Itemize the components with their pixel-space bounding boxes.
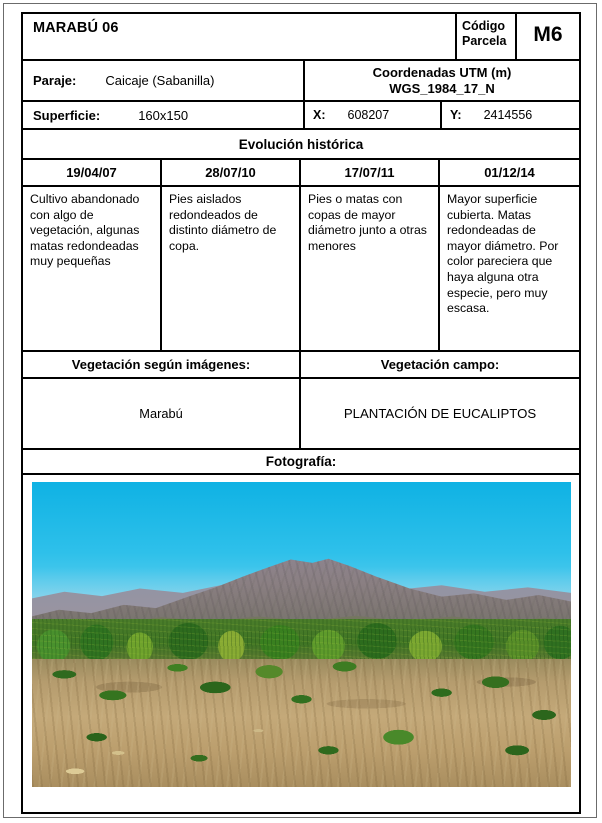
evolucion-description-2: Pies aislados redondeados de distinto diámetro de copa. xyxy=(162,187,301,350)
evolucion-description-4: Mayor superficie cubierta. Matas redondeadas de mayor diámetro. Por color pareciera que haya alguna otra especie, pero muy escasa. xyxy=(447,192,559,316)
codigo-parcela-label-line2: Parcela xyxy=(462,34,507,48)
field-photograph xyxy=(32,482,571,787)
evolucion-description-3: Pies o matas con copas de mayor diámetro junto a otras menores xyxy=(301,187,440,350)
codigo-parcela-value: M6 xyxy=(533,23,563,46)
fotografia-cell xyxy=(23,475,579,795)
vegetacion-imagenes-value: Marabú xyxy=(23,379,301,448)
paraje-label: Paraje: xyxy=(33,73,77,88)
evolucion-description-1: Cultivo abandonado con algo de vegetación, algunas matas redondeadas muy pequeñas xyxy=(23,187,162,350)
coordinate-x-field xyxy=(305,102,442,128)
coordenadas-title-line1: Coordenadas UTM (m) xyxy=(372,65,512,80)
coordinate-x-label: X: xyxy=(313,108,326,122)
coordenadas-title xyxy=(305,61,579,100)
coordenadas-title-line2: WGS_1984_17_N xyxy=(389,80,495,96)
fotografia-label: Fotografía: xyxy=(265,454,337,469)
parcel-record-sheet xyxy=(21,12,581,814)
evolucion-dates-row xyxy=(23,160,579,187)
fotografia-title-row xyxy=(23,450,579,475)
codigo-parcela-label xyxy=(457,14,517,59)
evolucion-date-4: 01/12/14 xyxy=(484,165,535,180)
coordinate-y-field xyxy=(442,102,579,128)
superficie-label: Superficie: xyxy=(33,107,101,123)
paraje-row xyxy=(23,61,579,102)
page-frame xyxy=(3,3,597,818)
vegetacion-campo-label: Vegetación campo: xyxy=(380,357,500,372)
coordinate-y-value: 2414556 xyxy=(483,108,533,122)
vegetacion-values-row xyxy=(23,379,579,450)
evolucion-descriptions-row xyxy=(23,187,579,352)
superficie-field xyxy=(23,102,305,128)
superficie-row xyxy=(23,102,579,130)
fotografia-row xyxy=(23,475,579,795)
evolucion-date-3: 17/07/11 xyxy=(301,160,440,185)
vegetacion-headers-row xyxy=(23,352,579,379)
vegetacion-imagenes-label: Vegetación según imágenes: xyxy=(23,352,301,377)
coordinate-x-value: 608207 xyxy=(347,108,390,122)
vegetacion-campo-value: PLANTACIÓN DE EUCALIPTOS xyxy=(343,406,537,421)
evolucion-historica-title: Evolución histórica xyxy=(238,136,364,152)
coordinate-y-label: Y: xyxy=(450,108,462,122)
superficie-value: 160x150 xyxy=(138,107,189,123)
paraje-value: Caicaje (Sabanilla) xyxy=(105,73,215,88)
header-row xyxy=(23,14,579,61)
paraje-field xyxy=(23,61,305,100)
evolucion-date-2: 28/07/10 xyxy=(162,160,301,185)
evolucion-historica-title-row xyxy=(23,130,579,160)
photo-rocks xyxy=(32,656,571,787)
codigo-parcela-label-line1: Código xyxy=(462,19,506,33)
evolucion-date-1: 19/04/07 xyxy=(23,160,162,185)
page-title: MARABÚ 06 xyxy=(23,14,457,59)
